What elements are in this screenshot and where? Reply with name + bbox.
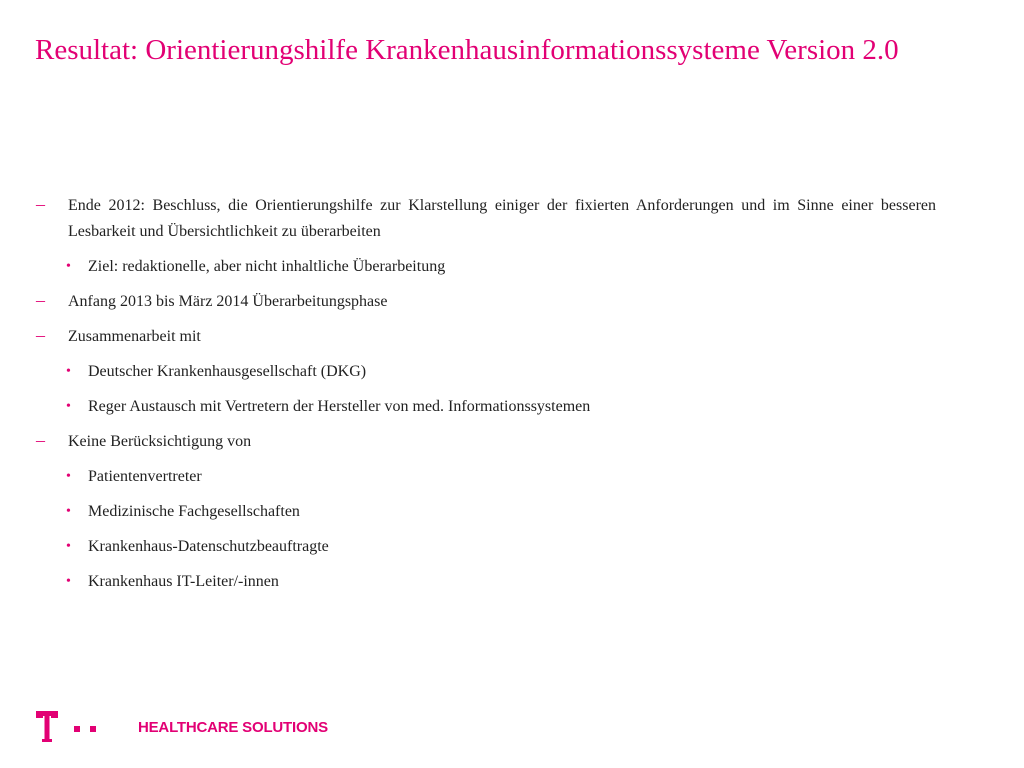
bullet-text: Keine Berücksichtigung von <box>68 433 252 450</box>
dot-marker: • <box>66 364 71 379</box>
dot-marker: • <box>66 574 71 589</box>
logo-t-top-right-block <box>51 711 58 718</box>
dash-marker: – <box>36 430 45 450</box>
sub-bullet-item <box>36 359 936 385</box>
dot-marker: • <box>66 399 71 414</box>
bullet-text: Deutscher Krankenhausgesellschaft (DKG) <box>88 363 367 380</box>
bullet-list <box>36 193 936 604</box>
sub-bullet-item <box>36 569 936 595</box>
sub-bullet-item <box>36 499 936 525</box>
bullet-text: Krankenhaus IT-Leiter/-innen <box>88 573 279 590</box>
brand-label: HEALTHCARE SOLUTIONS <box>138 719 328 736</box>
sub-bullet-item <box>36 394 936 420</box>
bullet-text: Patientenvertreter <box>88 468 202 485</box>
sub-bullet-item <box>36 534 936 560</box>
dot-marker: • <box>66 469 71 484</box>
dash-marker: – <box>36 290 45 310</box>
logo-dot-2 <box>90 726 96 732</box>
dot-marker: • <box>66 539 71 554</box>
bullet-text: Medizinische Fachgesellschaften <box>88 503 300 520</box>
bullet-item <box>36 193 936 245</box>
dot-marker: • <box>66 504 71 519</box>
dot-marker: • <box>66 259 71 274</box>
bullet-text: Reger Austausch mit Vertretern der Hersteller von med. Informationssystemen <box>88 398 591 415</box>
logo-t-foot <box>42 739 52 742</box>
dash-marker: – <box>36 194 45 214</box>
sub-bullet-item <box>36 464 936 490</box>
bullet-text: Anfang 2013 bis März 2014 Überarbeitungsphase <box>68 293 388 310</box>
slide-title: Resultat: Orientierungshilfe Krankenhausinformationssysteme Version 2.0 <box>35 34 899 66</box>
footer <box>36 711 436 745</box>
logo-dot-1 <box>74 726 80 732</box>
logo-t-stem <box>45 711 50 742</box>
dash-marker: – <box>36 325 45 345</box>
bullet-item <box>36 429 936 455</box>
sub-bullet-item <box>36 254 936 280</box>
bullet-text: Ende 2012: Beschluss, die Orientierungshilfe zur Klarstellung einiger der fixierten Anforderungen und im Sinne einer besseren Lesbarkeit und Übersichtlichkeit zu überarbeiten <box>68 197 936 240</box>
bullet-item <box>36 289 936 315</box>
bullet-item <box>36 324 936 350</box>
bullet-text: Zusammenarbeit mit <box>68 328 201 345</box>
telekom-t-logo-icon <box>36 711 106 745</box>
bullet-text: Krankenhaus-Datenschutzbeauftragte <box>88 538 329 555</box>
bullet-text: Ziel: redaktionelle, aber nicht inhaltliche Überarbeitung <box>88 258 446 275</box>
